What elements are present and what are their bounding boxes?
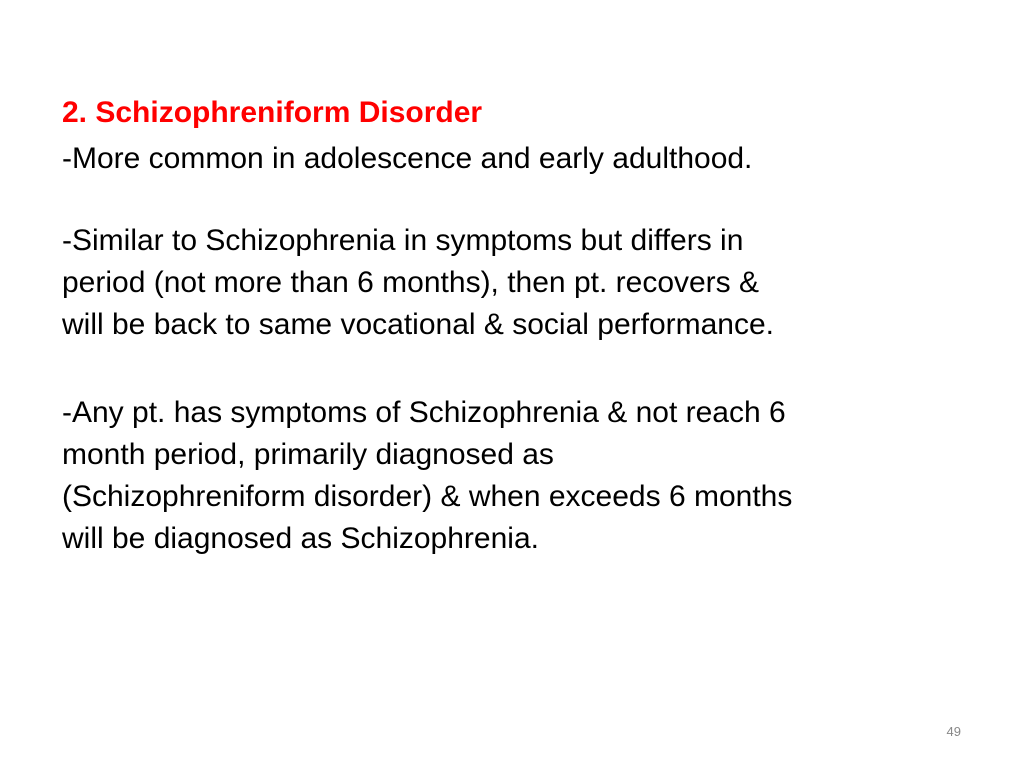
paragraph-line: -Similar to Schizophrenia in symptoms but differs in [62,224,744,257]
paragraph-line: will be back to same vocational & social performance. [62,308,775,341]
paragraph-symptom-period [62,220,962,346]
paragraph-common-age [62,138,962,180]
slide-title: 2. Schizophreniform Disorder [62,96,483,129]
paragraph-line: month period, primarily diagnosed as [62,438,554,471]
paragraph-diagnosis-rule [62,392,962,560]
slide-page-number: 49 [946,724,961,739]
paragraph-line: period (not more than 6 months), then pt. recovers & [62,266,760,299]
slide-content [62,92,962,560]
paragraph-line: (Schizophreniform disorder) & when exceeds 6 months [62,480,793,513]
paragraph-line: -Any pt. has symptoms of Schizophrenia & not reach 6 [62,396,786,429]
paragraph-line: will be diagnosed as Schizophrenia. [62,522,539,555]
paragraph-line: -More common in adolescence and early adulthood. [62,142,753,175]
